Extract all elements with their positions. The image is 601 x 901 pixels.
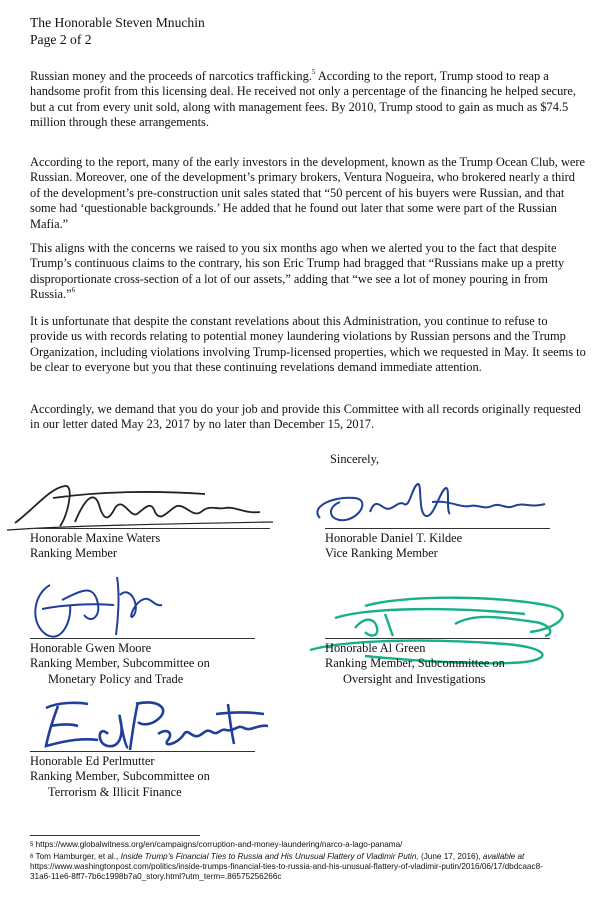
signatory-title: Vice Ranking Member (325, 546, 438, 561)
footnote-number: 5 (30, 842, 34, 848)
footnote-6-author: Tom Hamburger, et al., (33, 852, 121, 861)
recipient-line: The Honorable Steven Mnuchin (30, 15, 205, 30)
footnote-5 (30, 840, 590, 850)
footnote-number: 6 (30, 854, 34, 860)
paragraph-4: It is unfortunate that despite the constant revelations about this Administration, you continue to refuse to provide us with records relating to potential money laundering violations by Russian persons and the Trump Organization, including violations involving Trump-licensed properties, which we requested in May. It seems to be clear to everyone but you that these continuing revelations demand immediate attention. (30, 314, 586, 375)
paragraph-1-start: Russian money and the proceeds of narcotics trafficking. (30, 69, 312, 83)
signatory-title: Ranking Member, Subcommittee on (30, 656, 210, 671)
footnote-6 (30, 852, 590, 882)
signatory-name: Honorable Al Green (325, 641, 426, 655)
signature-line-green (325, 638, 550, 639)
signatory-subcommittee: Monetary Policy and Trade (48, 671, 184, 686)
signatory-subcommittee: Terrorism & Illicit Finance (48, 784, 182, 799)
signature-line-kildee (325, 528, 550, 529)
footnote-5-url: https://www.globalwitness.org/en/campaigns/corruption-and-money-laundering/narco-a-lago-panama/ (33, 840, 403, 849)
paragraph-3-text: This aligns with the concerns we raised to you six months ago when we alerted you to the fact that despite Trump’s continuous claims to the contrary, his son Eric Trump had bragged that “Russians make up a pretty disproportionate cross-section of a lot of our assets,” adding that “we see a lot of money pouring in from Russia.” (30, 241, 565, 302)
signature-line-moore (30, 638, 255, 639)
footnote-ref-5: 5 (311, 68, 316, 76)
page-number: Page 2 of 2 (30, 32, 92, 47)
signatory-title: Ranking Member (30, 546, 118, 561)
signatory-title: Ranking Member, Subcommittee on (325, 656, 505, 671)
signatory-subcommittee: Oversight and Investigations (343, 671, 486, 686)
footnote-6-title: Inside Trump’s Financial Ties to Russia and His Unusual Flattery of Vladimir Putin, (120, 852, 419, 861)
signature-perlmutter (28, 694, 278, 756)
footnote-6-url-2: 31a6-11e6-8ff7-7b6c1998b7a0_story.html?utm_term=.86575256266c (30, 872, 282, 881)
footnote-6-available: available at (482, 852, 525, 861)
signatory-kildee (325, 531, 462, 562)
footnote-6-date: (June 17, 2016), (418, 852, 483, 861)
paragraph-3 (30, 241, 586, 303)
closing-sincerely: Sincerely, (330, 452, 380, 466)
signature-line-perlmutter (30, 751, 255, 752)
signature-moore (22, 565, 172, 645)
footnote-6-url-1: https://www.washingtonpost.com/politics/inside-trumps-financial-ties-to-russia-and-his-unusual-flattery-of-vladimir-putin/2016/06/17/dbdcaac8- (30, 862, 543, 871)
paragraph-1-rest: According to the report, Trump stood to reap a handsome profit from this licensing deal. He received not only a percentage of the financing he helped secure, but a cut from every unit sold, along with management fees. By 2010, Trump stood to gain as much as $74.5 million through these arrangements. (30, 69, 577, 130)
signatory-name: Honorable Ed Perlmutter (30, 754, 155, 768)
signatory-title: Ranking Member, Subcommittee on (30, 769, 210, 784)
footnote-ref-6: 6 (71, 286, 76, 295)
signatory-green (325, 641, 505, 687)
signatory-moore (30, 641, 210, 687)
signature-kildee (300, 478, 560, 533)
signatory-waters (30, 531, 160, 562)
signatory-name: Honorable Daniel T. Kildee (325, 531, 463, 545)
paragraph-5: Accordingly, we demand that you do your job and provide this Committee with all records originally requested in our letter dated May 23, 2017 by no later than December 15, 2017. (30, 402, 581, 432)
signatory-perlmutter (30, 754, 210, 800)
signature-line-waters (30, 528, 270, 529)
signatory-name: Honorable Gwen Moore (30, 641, 152, 655)
footnote-rule (30, 835, 200, 836)
signatory-name: Honorable Maxine Waters (30, 531, 161, 545)
letter-header (30, 14, 205, 48)
paragraph-1 (30, 69, 586, 131)
paragraph-2: According to the report, many of the early investors in the development, known as the Trump Ocean Club, were Russian. Moreover, one of the development’s primary brokers, Ventura Nogueira, who brokered nearly a third of the development’s pre-construction unit sales stated that “50 percent of his buyers were Russian, and that some had ‘questionable backgrounds.’ He added that he found out later that some were part of the Russian Mafia.” (30, 155, 586, 231)
